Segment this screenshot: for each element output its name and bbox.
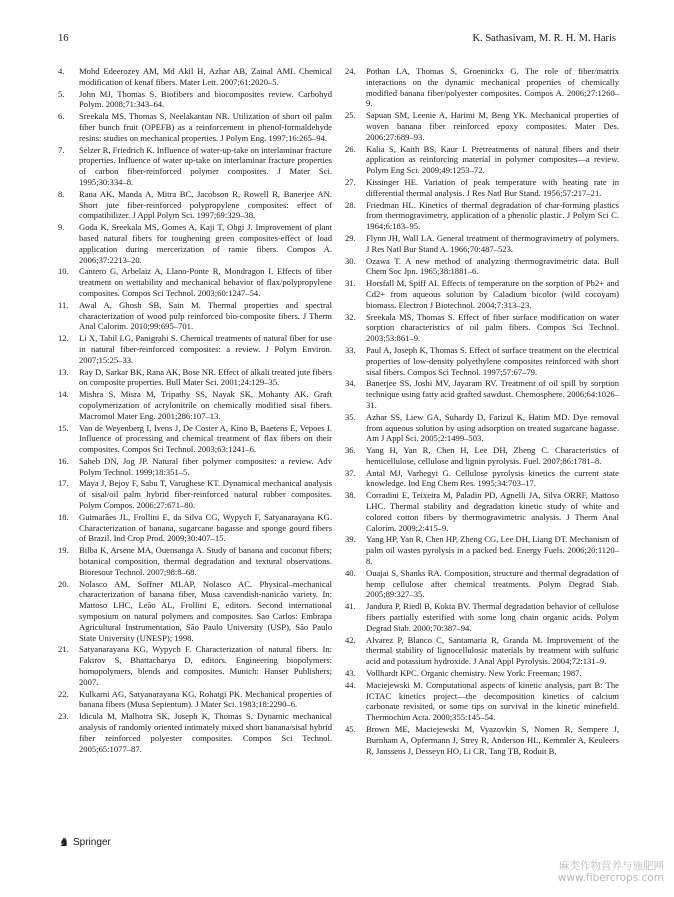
- reference-number: 32.: [345, 311, 356, 322]
- reference-item: [58, 367, 332, 389]
- reference-text: Mishra S, Misra M, Tripathy SS, Nayak SK, Mohanty AK. Graft copolymerization of acrylonitrile on chemically modified sisal fibers. Macromol Mater Eng. 2001;286:107–13.: [79, 389, 332, 421]
- reference-number: 11.: [58, 299, 69, 310]
- publisher-name: Springer: [73, 836, 111, 848]
- reference-text: Kalia S, Kaith BS, Kaur I. Pretreatments of natural fibers and their application as reinforcing material in polymer composites—a review. Polym Eng Sci. 2009;49:1253–72.: [366, 143, 619, 176]
- reference-number: 16.: [58, 455, 69, 466]
- reference-item: [58, 545, 332, 577]
- reference-item: [345, 635, 619, 667]
- watermark-line-2: www.fibercrops.com: [557, 872, 664, 884]
- reference-text: Cantero G, Arbelaiz A, Llano-Ponte R, Mondragon I. Effects of fiber treatment on wettability and mechanical behavior of flax/polypropylene composites. Compos Sci Technol. 2003;60:1247–54.: [79, 266, 332, 298]
- reference-number: 13.: [58, 366, 69, 377]
- reference-text: Kissinger HE. Variation of peak temperature with heating rate in differential thermal analysis. J Res Natl Bur Stand. 1956;57:217–21.: [366, 176, 619, 198]
- running-header: [58, 33, 616, 49]
- reference-item: [345, 177, 619, 199]
- reference-text: Guimarães JL, Frollini E, da Silva CG, Wypych F, Satyanarayana KG. Characterization of banana, sugarcane bagasse and sponge gourd fibers of Brazil. Ind Crop Prod. 2009;30:407–15.: [79, 511, 332, 544]
- reference-number: 35.: [345, 411, 356, 422]
- reference-number: 12.: [58, 333, 69, 344]
- reference-item: [345, 278, 619, 310]
- reference-item: [345, 724, 619, 756]
- reference-number: 25.: [345, 110, 356, 121]
- reference-item: [345, 256, 619, 278]
- reference-text: Saheb DN, Jog JP. Natural fiber polymer composites: a review. Adv Polym Technol. 1999;18:351–5.: [79, 455, 332, 477]
- reference-text: Sreekala MS, Thomas S, Neelakantan NR. Utilization of short oil palm fiber bunch fruit (OPEFB) as a reinforcement in phenol-formaldehyde resins: studies on mechanical properties. J Polym Eng. 1997;16:265–94.: [79, 111, 332, 143]
- reference-text: Maya J, Bejoy F, Sabu T, Varughese KT. Dynamical mechanical analysis of sisal/oil palm hybrid fiber-reinforced natural rubber composites. Polym Compos. 2006;27:671–80.: [79, 478, 332, 511]
- reference-item: [58, 644, 332, 687]
- reference-item: [58, 89, 332, 111]
- reference-text: John MJ, Thomas S. Biofibers and biocomposites review. Carbohyd Polym. 2008;71:343–64.: [79, 88, 332, 110]
- reference-text: Paul A, Joseph K, Thomas S. Effect of surface treatment on the electrical properties of low-density polyethylene composites reinforced with short sisal fibers. Compos Sci Technol. 1997;57:67–79.: [366, 344, 619, 377]
- reference-number: 28.: [345, 199, 356, 210]
- reference-number: 43.: [345, 668, 356, 679]
- reference-item: [345, 668, 619, 679]
- reference-text: Jandura P, Riedl B, Kokta BV. Thermal degradation behavior of cellulose fibers partially esterified with some long chain organic acids. Polym Degrad Stab. 2000;70:387–94.: [366, 601, 619, 633]
- reference-item: [345, 568, 619, 600]
- reference-item: [58, 333, 332, 365]
- reference-number: 37.: [345, 467, 356, 478]
- reference-text: Yang HP, Yan R, Chen HP, Zheng CG, Lee DH, Liang DT. Mechanism of palm oil wastes pyrolysis in a packed bed. Energy Fuels. 2006;20:1120–8.: [366, 534, 619, 567]
- reference-number: 38.: [345, 490, 356, 501]
- reference-number: 21.: [58, 644, 69, 655]
- reference-number: 7.: [58, 144, 65, 155]
- reference-text: Corradini E, Teixeira M, Paladin PD, Agnelli JA, Silva ORRF, Mattoso LHC. Thermal stability and degradation kinetic study of white and colored cotton fibers by thermogravimetric analysis. J Therm Anal Calorim. 2009;2:415–9.: [366, 490, 619, 533]
- reference-item: [58, 300, 332, 332]
- reference-number: 10.: [58, 266, 69, 277]
- reference-item: [345, 345, 619, 377]
- reference-item: [58, 66, 332, 88]
- site-watermark: [558, 860, 664, 884]
- reference-number: 27.: [345, 176, 356, 187]
- reference-item: [58, 189, 332, 221]
- reference-item: [345, 110, 619, 142]
- reference-text: Friedman HL. Kinetics of thermal degradation of char-forming plastics from thermogravimetry, application of a phenolic plastic. J Polym Sci C. 1964;6:183–95.: [366, 199, 619, 232]
- reference-text: Idicula M, Malhotra SK, Joseph K, Thomas S. Dynamic mechanical analysis of randomly oriented intimately mixed short banana/sisal hybrid fiber reinforced polyester composites. Compos Sci Technol. 2005;65:1077–87.: [79, 711, 332, 754]
- reference-text: Vollhardt KPC. Organic chemistry. New York: Freeman; 1987.: [366, 668, 582, 679]
- reference-item: [58, 145, 332, 188]
- reference-item: [345, 200, 619, 232]
- reference-item: [58, 456, 332, 478]
- reference-number: 39.: [345, 534, 356, 545]
- reference-number: 20.: [58, 578, 69, 589]
- reference-text: Satyanarayana KG, Wypych F. Characterization of natural fibers. In: Fakirov S, Bhattacharya D, editors. Engineering biopolymers: homopolymers, blends and composites. Munich: Hanser Publishers; 2007.: [79, 644, 332, 687]
- reference-number: 41.: [345, 601, 356, 612]
- references-right-column: [345, 66, 619, 757]
- reference-number: 33.: [345, 344, 356, 355]
- reference-number: 23.: [58, 711, 69, 722]
- reference-item: [58, 711, 332, 754]
- publisher-logo: [58, 836, 111, 848]
- reference-item: [58, 111, 332, 143]
- reference-text: Selzer R, Friedrich K. Influence of water-up-take on interlaminar fracture properties. Influence of water up-take on interlaminar fracture properties of carbon fiber-reinforced polymer composites. J Mater Sci. 1995;30:334–8.: [79, 144, 332, 187]
- reference-number: 6.: [58, 111, 65, 122]
- reference-text: Antal MJ, Varhegyi G. Cellulose pyrolysis kinetics the current state knowledge. Ind Eng Chem Res. 1995;34:703–17.: [366, 467, 619, 489]
- reference-number: 22.: [58, 688, 69, 699]
- reference-number: 45.: [345, 724, 356, 735]
- reference-text: Sreekala MS, Thomas S. Effect of fiber surface modification on water sorption characteristics of oil palm fibers. Compos Sci Technol. 2003;53:861–9.: [366, 311, 619, 344]
- reference-number: 14.: [58, 389, 69, 400]
- reference-text: Awal A, Ghosh SB, Sain M. Thermal properties and spectral characterization of wood pulp reinforced bio-composite fibers. J Therm Anal Calorim. 2010;99:695–701.: [79, 299, 332, 332]
- reference-text: Alvarez P, Blanco C, Santamaria R, Granda M. Improvement of the thermal stability of lignocellulosic materials by treatment with sulfuric acid and potassium hydroxide. J Anal Appl Pyrolysis. 2004;72:131–9.: [366, 634, 619, 667]
- reference-item: [345, 490, 619, 533]
- reference-text: Rana AK, Manda A, Mitra BC, Jacobson R, Rowell R, Banerjee AN. Short jute fiber-reinforced polypropylene composites: effect of compatibilizer. J Appl Polym Sci. 1997;69:329–38.: [79, 188, 332, 221]
- reference-text: Li X, Tabil LG, Panigrahi S. Chemical treatments of natural fiber for use in natural fiber-reinforced composites: a review. J Polym Environ. 2007;15:25–33.: [79, 333, 332, 365]
- references-left-column: [58, 66, 332, 755]
- reference-number: 24.: [345, 66, 356, 76]
- running-head-authors: K. Sathasivam, M. R. H. M. Haris: [472, 33, 616, 44]
- reference-item: [345, 601, 619, 633]
- reference-text: Yang H, Yan R, Chen H, Lee DH, Zheng C. Characteristics of hemicellulose, cellulose and lignin pyrolysis. Fuel. 2007;86:1781–8.: [366, 445, 619, 466]
- reference-text: Nolasco AM, Soffner MLAP, Nolasco AC. Physical–mechanical characterization of banana fiber, Musa cavendish-nanicão variety. In: Mattoso LHC, Leão AL, Frollini E, editors. Second international symposium on natural polymers and composites. Sao Carlos: Embrapa Agricultural Instrumentation, São Paulo University (USP), São Paulo State University (UNESP); 1998.: [79, 578, 332, 643]
- reference-text: Horsfall M, Spiff AI. Effects of temperature on the sorption of Pb2+ and Cd2+ from aqueous solution by Caladium bicolor (wild cocoyam) biomass. Electron J Biotechnol. 2004;7:313–23.: [366, 278, 619, 310]
- page-number: 16: [58, 33, 69, 44]
- springer-horse-icon: ♞: [58, 835, 69, 849]
- reference-text: Pothan LA, Thomas S, Groeninckx G. The role of fiber/matrix interactions on the dynamic mechanical properties of chemically modified banana fiber/polyester composites. Compos A. 2006;27:1260–9.: [366, 66, 619, 109]
- reference-number: 44.: [345, 679, 356, 690]
- reference-text: Brown ME, Maciejewski M, Vyazovkin S, Nomen R, Sempere J, Burnham A, Opfermann J, Strey R, Anderson HL, Kemmler A, Keuleers R, Janssens J, Desseyn HO, Li CR, Tang TB, Roduit B,: [366, 724, 619, 756]
- watermark-line-1: 麻类作物营养与施肥网: [559, 860, 664, 872]
- reference-number: 26.: [345, 143, 356, 154]
- reference-number: 18.: [58, 511, 69, 522]
- reference-item: [345, 412, 619, 444]
- reference-number: 36.: [345, 445, 356, 456]
- reference-number: 9.: [58, 222, 65, 233]
- reference-text: Banerjee SS, Joshi MV, Jayaram RV. Treatment of oil spill by sorption technique using fatty acid grafted sawdust. Chemosphere. 2006;64:1026–31.: [366, 378, 619, 410]
- reference-number: 4.: [58, 66, 65, 76]
- reference-number: 40.: [345, 567, 356, 578]
- reference-item: [345, 534, 619, 566]
- reference-text: Maciejewski M. Computational aspects of kinetic analysis, part B: The ICTAC kinetics project—the decomposition kinetics of calcium carbonate revisited, or some tips on survival in the kinetic minefield. Thermochim Acta. 2000;355:145–54.: [366, 679, 619, 723]
- reference-item: [345, 66, 619, 109]
- reference-number: 15.: [58, 422, 69, 433]
- reference-text: Goda K, Sreekala MS, Gomes A, Kaji T, Ohgi J. Improvement of plant based natural fibers for toughening green composites-effect of load application during mercerization of ramie fibers. Compos A. 2006;37:2213–20.: [79, 222, 332, 265]
- reference-text: Flynn JH, Wall LA. General treatment of thermogravimetry of polymers. J Res Natl Bur Stand A. 1966;70:487–523.: [366, 232, 619, 254]
- reference-item: [58, 266, 332, 298]
- reference-item: [58, 478, 332, 510]
- reference-text: Ouajai S, Shanks RA. Composition, structure and thermal degradation of hemp cellulose after chemical treatments. Polym Degrad Stab. 2005;89:327–35.: [366, 567, 619, 600]
- reference-item: [58, 579, 332, 644]
- reference-item: [345, 144, 619, 176]
- reference-text: Ozawa T. A new method of analyzing thermogravimetric data. Bull Chem Soc Jpn. 1965;38:1881–6.: [366, 255, 619, 277]
- reference-item: [58, 222, 332, 265]
- reference-item: [345, 445, 619, 467]
- reference-number: 29.: [345, 232, 356, 243]
- reference-text: Mohd Edeerozey AM, Md Akil H, Azhar AB, Zainal AMI. Chemical modification of kenaf fibers. Mater Lett. 2007;61:2020–5.: [79, 66, 332, 87]
- reference-text: Bilba K, Arsene MA, Ouensanga A. Study of banana and coconut fibers; botanical composition, thermal degradation and textural observations. Bioresour Technol. 2007;98:8–68.: [79, 545, 332, 577]
- reference-number: 31.: [345, 278, 356, 289]
- reference-number: 19.: [58, 545, 69, 556]
- reference-item: [58, 389, 332, 421]
- reference-item: [345, 378, 619, 410]
- reference-text: Sapuan SM, Leenie A, Harimi M, Beng YK. Mechanical properties of woven banana fiber reinforced epoxy composites. Mater Des. 2006;27:689–93.: [366, 110, 619, 142]
- reference-number: 5.: [58, 88, 65, 99]
- reference-item: [345, 312, 619, 344]
- reference-item: [58, 689, 332, 711]
- reference-item: [345, 233, 619, 255]
- reference-item: [58, 512, 332, 544]
- reference-item: [58, 423, 332, 455]
- reference-text: Azhar SS, Liew GA, Suhardy D, Farizul K, Hatim MD. Dye removal from aqueous solution by using adsorption on treated sugarcane bagasse. Am J Appl Sci. 2005;2:1499–503.: [366, 411, 619, 444]
- reference-text: Van de Weyenberg I, Ivens J, De Coster A, Kino B, Baetens E, Vepoes I. Influence of processing and chemical treatment of flax fibers on their composites. Compos Sci Technol. 2003;63:1241–6.: [79, 422, 332, 455]
- reference-item: [345, 468, 619, 490]
- reference-number: 34.: [345, 378, 356, 389]
- reference-text: Ray D, Sarkar BK, Rana AK, Bose NR. Effect of alkali treated jute fibers on composite properties. Bull Mater Sci. 2001;24:129–35.: [79, 366, 332, 388]
- reference-number: 30.: [345, 255, 356, 266]
- reference-number: 17.: [58, 478, 69, 489]
- reference-text: Kulkarni AG, Satyanarayana KG, Rohatgi PK. Mechanical properties of banana fibers (Musa Sepientum). J Mater Sci. 1983;18:2290–6.: [79, 688, 332, 710]
- reference-number: 42.: [345, 634, 356, 645]
- reference-item: [345, 680, 619, 723]
- reference-number: 8.: [58, 188, 65, 199]
